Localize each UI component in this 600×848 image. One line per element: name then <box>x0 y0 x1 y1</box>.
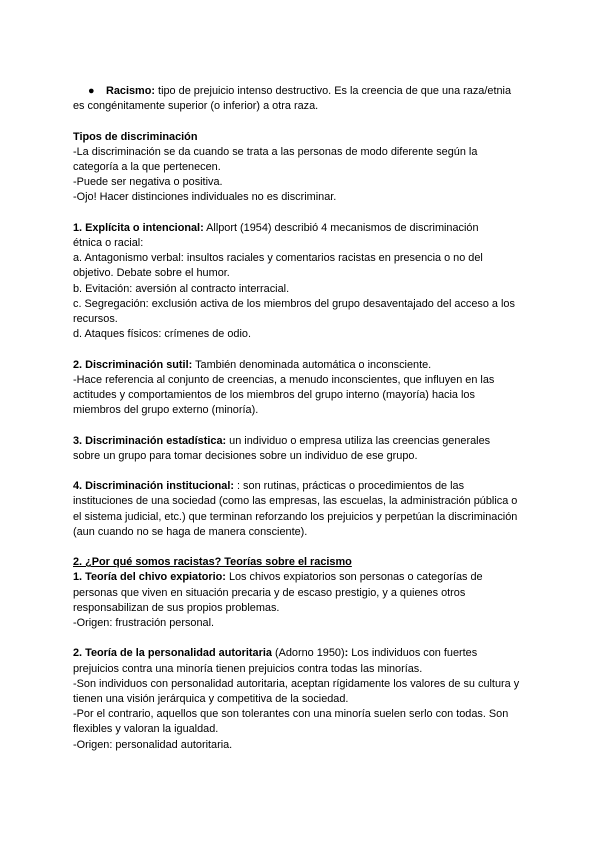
autoritaria-line: -Por el contrario, aquellos que son tolerantes con una minoría suelen serlo con todas. Son <box>73 708 509 721</box>
chivo-line: responsabilizan de sus propios problemas. <box>73 601 280 614</box>
institucional-line-1: 4. Discriminación institucional: : son rutinas, prácticas o procedimientos de las <box>73 480 465 493</box>
estadistica-line: sobre un grupo para tomar decisiones sobre un individuo de ese grupo. <box>73 449 418 462</box>
explicita-line: a. Antagonismo verbal: insultos raciales y comentarios racistas en presencia o no del <box>73 252 483 265</box>
tipos-heading: Tipos de discriminación <box>73 130 198 143</box>
racismo-line-2: es congénitamente superior (o inferior) a otra raza. <box>73 100 319 113</box>
chivo-line: personas que viven en situación precaria y de escaso prestigio, y a quienes otros <box>73 586 466 599</box>
autoritaria-line: tienen una visión jerárquica y competitiva de la sociedad. <box>73 693 349 706</box>
racismo-line-1 <box>73 84 528 99</box>
estadistica-line-1: 3. Discriminación estadística: un individuo o empresa utiliza las creencias generales <box>73 434 491 447</box>
tipos-line: -La discriminación se da cuando se trata a las personas de modo diferente según la <box>73 145 478 158</box>
explicita-line: objetivo. Debate sobre el humor. <box>73 267 230 280</box>
autoritaria-line: flexibles y valoran la igualdad. <box>73 723 219 736</box>
chivo-line: -Origen: frustración personal. <box>73 617 215 630</box>
bullet-icon: ● <box>88 85 95 97</box>
racismo-term: Racismo: <box>106 85 156 97</box>
explicita-line: d. Ataques físicos: crímenes de odio. <box>73 328 251 341</box>
autoritaria-line: -Origen: personalidad autoritaria. <box>73 738 233 751</box>
autoritaria-line: prejuicios contra una minoría tienen prejuicios contra todas las minorías. <box>73 662 423 675</box>
sutil-line: -Hace referencia al conjunto de creencias, a menudo inconscientes, que influyen en las <box>73 373 495 386</box>
sutil-line: actitudes y comportamientos de los miembros del grupo interno (mayoría) hacia los <box>73 389 475 402</box>
explicita-line: b. Evitación: aversión al contracto interracial. <box>73 282 290 295</box>
explicita-term: 1. Explícita o intencional: <box>73 221 204 234</box>
chivo-term: 1. Teoría del chivo expiatorio: <box>73 571 226 584</box>
explicita-line: c. Segregación: exclusión activa de los miembros del grupo desaventajado del acceso a los <box>73 297 515 310</box>
institucional-line: instituciones de una sociedad (como las empresas, las escuelas, la administración pública o <box>73 495 518 508</box>
chivo-line-1: 1. Teoría del chivo expiatorio: Los chivos expiatorios son personas o categorías de <box>73 571 483 584</box>
sutil-line: miembros del grupo externo (minoría). <box>73 404 259 417</box>
autoritaria-term: 2. Teoría de la personalidad autoritaria <box>73 647 272 660</box>
explicita-line: étnica o racial: <box>73 237 144 249</box>
tipos-line: categoría a la que pertenecen. <box>73 161 221 173</box>
autoritaria-line: -Son individuos con personalidad autoritaria, aceptan rígidamente los valores de su cultura y <box>73 677 520 690</box>
autoritaria-line-1: 2. Teoría de la personalidad autoritaria (Adorno 1950): Los individuos con fuertes <box>73 647 478 660</box>
sutil-line-1: 2. Discriminación sutil: También denominada automática o inconsciente. <box>73 358 432 371</box>
institucional-term: 4. Discriminación institucional: <box>73 480 234 493</box>
tipos-line: -Puede ser negativa o positiva. <box>73 176 223 189</box>
estadistica-term: 3. Discriminación estadística: <box>73 434 227 447</box>
explicita-line-1: 1. Explícita o intencional: Allport (1954) describió 4 mecanismos de discriminación <box>73 221 479 234</box>
teorias-heading: 2. ¿Por qué somos racistas? Teorías sobre el racismo <box>73 556 352 569</box>
racismo-text: tipo de prejuicio intenso destructivo. Es la creencia de que una raza/etnia <box>155 85 512 97</box>
tipos-line: -Ojo! Hacer distinciones individuales no es discriminar. <box>73 191 337 204</box>
institucional-line: el sistema judicial, etc.) que terminan reforzando los prejuicios y perpetúan la discriminación <box>73 510 518 523</box>
explicita-line: recursos. <box>73 313 118 326</box>
institucional-line: (aun cuando no se haga de manera consciente). <box>73 525 308 538</box>
sutil-term: 2. Discriminación sutil: <box>73 358 193 371</box>
document-page <box>73 84 528 753</box>
